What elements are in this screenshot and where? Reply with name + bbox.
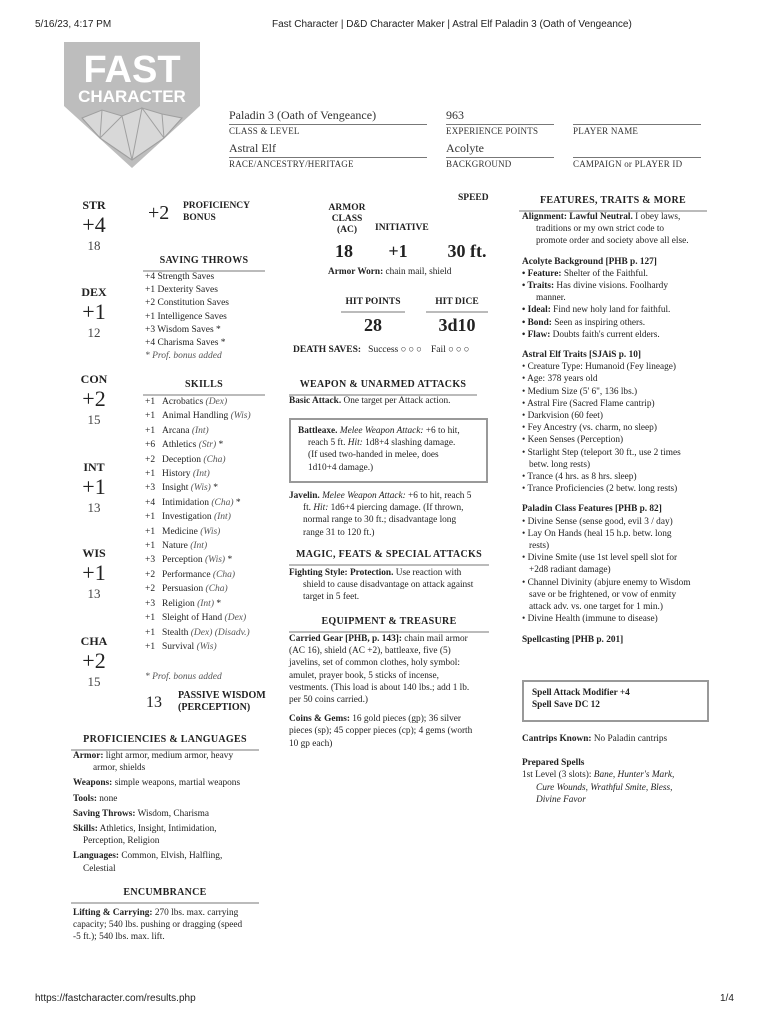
saving-throw-item: +4 Charisma Saves * — [145, 338, 226, 349]
campaign-field — [573, 140, 701, 170]
skill-ability: (Int) — [197, 598, 214, 609]
spell-save-dc: Spell Save DC 12 — [532, 700, 600, 711]
alignment-text-1: I obey laws, — [635, 212, 681, 222]
fighting-style-text-3: target in 5 feet. — [303, 592, 360, 603]
skill-row — [145, 409, 275, 423]
prof-armor-text-2: armor, shields — [93, 763, 146, 774]
javelin-damage: 1d6+4 piercing damage. (If thrown, — [330, 503, 464, 514]
encumbrance-block — [73, 907, 268, 944]
print-datetime: 5/16/23, 4:17 PM — [35, 19, 112, 30]
skill-row — [145, 481, 275, 495]
skill-name: Acrobatics — [162, 397, 204, 407]
skill-modifier: +1 — [145, 641, 156, 652]
acolyte-item-text: Has divine visions. Foolhardy — [556, 281, 668, 292]
proficiency-label-line1: PROFICIENCY — [183, 201, 251, 211]
javelin-reach: ft. — [303, 503, 312, 514]
battleaxe-hit: +6 to hit, — [425, 426, 460, 436]
cantrips-text: No Paladin cantrips — [593, 734, 668, 744]
player-name-label: PLAYER NAME — [573, 126, 639, 136]
skill-ability: (Int) — [192, 469, 210, 480]
spell-attack-modifier: Spell Attack Modifier +4 — [532, 688, 630, 698]
logo-text-character: CHARACTER — [78, 87, 186, 106]
skill-modifier: +1 — [145, 469, 156, 480]
skills-list — [145, 395, 275, 654]
death-saves-label: DEATH SAVES: — [293, 345, 362, 355]
coins-text-1: 16 gold pieces (gp); 36 silver — [352, 714, 461, 725]
death-fail-circles[interactable]: ○○○ — [448, 345, 472, 355]
skill-row — [145, 525, 275, 539]
paladin-feature-item: • Divine Smite (use 1st level spell slot for — [522, 553, 678, 564]
paladin-feature-item: • Lay On Hands (heal 15 h.p. betw. long — [522, 528, 672, 539]
fighting-style-text-1: Use reaction with — [395, 568, 462, 578]
prof-weapons-text: simple weapons, martial weapons — [114, 778, 241, 789]
ability-modifier: +4 — [82, 212, 106, 238]
ability-dex — [74, 284, 114, 342]
armor-worn-text: chain mail, shield — [385, 267, 452, 277]
battleaxe-reach: reach 5 ft. — [308, 438, 346, 449]
skill-modifier: +4 — [145, 497, 156, 508]
skill-name: Intimidation — [162, 497, 209, 508]
prepared-spells-title: Prepared Spells — [522, 758, 585, 769]
weapons-title: WEAPON & UNARMED ATTACKS — [289, 378, 477, 396]
skill-ability: (Wis) — [196, 641, 217, 652]
skill-row — [145, 453, 275, 467]
prof-saves-text: Wisdom, Charisma — [137, 808, 210, 819]
basic-attack-label: Basic Attack. — [289, 396, 342, 406]
hit-dice-value: 3d10 — [438, 315, 476, 335]
skill-modifier: +1 — [145, 512, 156, 523]
proficiency-bonus-label — [183, 200, 250, 224]
magic-title: MAGIC, FEATS & SPECIAL ATTACKS — [289, 548, 489, 566]
ability-modifier: +2 — [82, 648, 106, 674]
skill-modifier: +1 — [145, 627, 156, 638]
xp-value: 963 — [446, 108, 464, 122]
initiative-label: INITIATIVE — [375, 223, 429, 233]
skills-note: * Prof. bonus added — [145, 672, 222, 682]
skill-row — [145, 626, 275, 640]
prof-weapons-label: Weapons: — [73, 778, 113, 789]
fighting-style-text-2: shield to cause disadvantage on attack against — [303, 580, 474, 591]
skill-name: Stealth — [162, 627, 189, 638]
paladin-feature-item: • Channel Divinity (abjure enemy to Wisdom — [522, 577, 691, 588]
gear-text-3: javelins, set of common clothes, holy symbol: — [289, 658, 460, 669]
elf-trait-item: • Trance (4 hrs. as 8 hrs. sleep) — [522, 472, 637, 483]
acolyte-item-text: Seen as inspiring others. — [554, 317, 646, 328]
encumbrance-text-2: capacity; 540 lbs. pushing or dragging (speed — [73, 920, 243, 931]
skill-modifier: +2 — [145, 569, 156, 580]
skill-row — [145, 496, 275, 510]
javelin-name: Javelin. — [289, 491, 320, 501]
prepared-spells-level: 1st Level (3 slots): — [522, 770, 592, 781]
skill-row — [145, 611, 275, 625]
skill-row — [145, 640, 275, 654]
elf-trait-item: • Fey Ancestry (vs. charm, no sleep) — [522, 423, 657, 434]
prof-languages-text-2: Celestial — [83, 863, 116, 874]
battleaxe-type: Melee Weapon Attack: — [339, 426, 424, 436]
proficiencies-block — [73, 750, 265, 875]
xp-field — [446, 107, 554, 137]
alignment-text-3: promote order and society above all else. — [536, 236, 689, 247]
race-field — [229, 140, 427, 170]
acolyte-item — [522, 304, 722, 316]
class-level-label: CLASS & LEVEL — [229, 126, 300, 137]
javelin-hit-label: Hit: — [313, 503, 329, 514]
ability-modifier: +1 — [82, 560, 106, 586]
skill-name: Athletics — [162, 440, 197, 451]
acolyte-item-text: Doubts faith's current elders. — [552, 329, 660, 340]
basic-attack-text: One target per Attack action. — [343, 396, 451, 406]
prof-tools-text: none — [99, 793, 118, 804]
skill-modifier: +3 — [145, 598, 156, 609]
prof-saves — [73, 808, 265, 820]
skill-ability: (Cha) — [203, 454, 226, 465]
ability-name: WIS — [82, 546, 106, 560]
ability-str — [74, 197, 114, 255]
skill-row — [145, 438, 275, 452]
armor-worn — [328, 266, 451, 278]
elf-trait-item: • Creature Type: Humanoid (Fey lineage) — [522, 362, 676, 373]
prof-tools — [73, 793, 265, 805]
ability-score: 15 — [87, 674, 101, 690]
print-title: Fast Character | D&D Character Maker | Astral Elf Paladin 3 (Oath of Vengeance) — [272, 19, 632, 30]
encumbrance-text-1: 270 lbs. max. carrying — [154, 908, 239, 918]
equipment-block — [289, 633, 494, 750]
death-fail-label: Fail — [430, 345, 446, 355]
javelin-note-2: range 31 to 120 ft.) — [303, 527, 375, 538]
skill-name: Perception — [162, 555, 203, 566]
passive-label-line2: (PERCEPTION) — [178, 702, 251, 713]
acolyte-item-text: manner. — [536, 293, 566, 304]
skill-ability: (Int) — [190, 541, 208, 552]
acolyte-item-text: Find new holy land for faithful. — [553, 305, 671, 316]
prepared-spells-text-3: Divine Favor — [536, 794, 586, 805]
skill-ability: (Cha) — [205, 584, 228, 595]
paladin-features-list — [522, 516, 722, 626]
race-value: Astral Elf — [229, 141, 276, 155]
proficiencies-title: PROFICIENCIES & LANGUAGES — [71, 733, 259, 751]
skill-row — [145, 424, 275, 438]
skill-row — [145, 539, 275, 553]
logo-text-fast: FAST — [83, 49, 181, 91]
death-saves — [293, 344, 471, 357]
skill-name: Investigation — [162, 512, 212, 523]
armor-class-label — [326, 203, 368, 236]
coins-text-3: 10 gp each) — [289, 738, 333, 749]
ac-label-line2: CLASS — [331, 214, 363, 224]
skill-modifier: +2 — [145, 454, 156, 465]
skill-name: Insight — [162, 483, 189, 494]
fighting-style-label: Fighting Style: Protection. — [289, 568, 394, 578]
paladin-feature-item: +2d8 radiant damage) — [522, 565, 611, 576]
prof-languages — [73, 850, 265, 874]
skill-ability: (Dex) (Disadv.) — [190, 627, 250, 638]
gear-text-4: amulet, prayer book, 5 sticks of incense, — [289, 670, 439, 681]
ability-score: 13 — [87, 586, 101, 602]
skill-ability: (Str) — [198, 440, 217, 451]
spellcasting-title: Spellcasting [PHB p. 201] — [522, 634, 624, 645]
skill-proficient-marker: * — [235, 497, 241, 508]
print-page-number: 1/4 — [720, 993, 734, 1004]
skill-row — [145, 568, 275, 582]
cantrips-label: Cantrips Known: — [522, 734, 592, 744]
acolyte-list — [522, 268, 722, 341]
javelin-type: Melee Weapon Attack: — [322, 491, 406, 501]
class-level-field — [229, 107, 427, 137]
prof-skills — [73, 823, 265, 847]
skills-title: SKILLS — [143, 378, 265, 396]
skill-row — [145, 467, 275, 481]
ability-con — [74, 371, 114, 429]
skill-row — [145, 597, 275, 611]
paladin-feature-item: save or be frightened, or vow of enmity — [522, 589, 677, 600]
prof-armor — [73, 750, 265, 774]
ability-modifier: +2 — [82, 386, 106, 412]
ac-label-line1: ARMOR — [328, 203, 366, 213]
skill-ability: (Wis) — [205, 555, 226, 566]
skill-ability: (Dex) — [205, 397, 228, 407]
passive-label-line1: PASSIVE WISDOM — [178, 690, 266, 701]
skill-proficient-marker: * — [213, 483, 218, 494]
death-success-circles[interactable]: ○○○ — [400, 345, 424, 355]
ability-score: 15 — [87, 412, 101, 428]
fast-character-logo — [64, 42, 200, 168]
acolyte-item — [522, 317, 722, 329]
acolyte-item — [522, 280, 722, 292]
prof-armor-text: light armor, medium armor, heavy — [105, 751, 234, 761]
elf-trait-item: • Darkvision (60 feet) — [522, 411, 603, 422]
skill-name: Survival — [162, 641, 195, 652]
armor-worn-label: Armor Worn: — [328, 267, 384, 277]
saving-throws-list — [145, 271, 270, 363]
skill-modifier: +2 — [145, 584, 156, 595]
encumbrance-title: ENCUMBRANCE — [71, 886, 259, 904]
acolyte-item-text: Shelter of the Faithful. — [563, 268, 648, 279]
player-name-field — [573, 107, 701, 137]
encumbrance-label: Lifting & Carrying: — [73, 908, 153, 918]
skill-modifier: +3 — [145, 555, 156, 566]
saving-throw-item: +4 Strength Saves — [145, 272, 215, 282]
xp-label: EXPERIENCE POINTS — [446, 126, 539, 137]
skill-modifier: +1 — [145, 526, 156, 537]
skill-modifier: +1 — [145, 541, 156, 552]
ability-cha — [74, 633, 114, 691]
paladin-feature-item: • Divine Sense (sense good, evil 3 / day) — [522, 516, 673, 527]
prof-tools-label: Tools: — [73, 793, 97, 804]
skill-row — [145, 510, 275, 524]
skill-modifier: +6 — [145, 440, 156, 451]
battleaxe-name: Battleaxe. — [298, 426, 338, 436]
ability-score: 12 — [87, 325, 101, 341]
javelin-hit: +6 to hit, reach 5 — [408, 491, 472, 501]
prof-skills-text: Athletics, Insight, Intimidation, — [99, 824, 217, 835]
race-label: RACE/ANCESTRY/HERITAGE — [229, 159, 354, 170]
skill-name: Arcana — [162, 425, 190, 436]
magic-block — [289, 567, 494, 604]
skill-ability: (Int) — [191, 425, 209, 436]
saving-throws-note: * Prof. bonus added — [145, 351, 222, 362]
prof-saves-label: Saving Throws: — [73, 808, 136, 819]
equipment-title: EQUIPMENT & TREASURE — [289, 615, 489, 633]
coins-label: Coins & Gems: — [289, 714, 350, 725]
skill-name: Persuasion — [162, 584, 204, 595]
skill-name: Animal Handling — [162, 411, 229, 422]
skill-ability: (Wis) — [190, 483, 211, 494]
skill-proficient-marker: * — [218, 440, 224, 451]
saving-throw-item: +1 Dexterity Saves — [145, 285, 218, 296]
elf-traits-title: Astral Elf Traits [SJAiS p. 10] — [522, 350, 641, 361]
skill-name: Sleight of Hand — [162, 613, 223, 624]
acolyte-item-label: • Traits: — [522, 281, 555, 292]
death-success-label: Success — [368, 345, 399, 355]
background-label: BACKGROUND — [446, 159, 512, 170]
elf-trait-item: • Keen Senses (Perception) — [522, 435, 624, 446]
skill-proficient-marker: * — [216, 598, 222, 609]
ability-modifier: +1 — [82, 474, 106, 500]
hit-dice-label: HIT DICE — [426, 296, 488, 313]
ability-name: DEX — [81, 285, 107, 299]
javelin-note-1: normal range to 30 ft.; disadvantage long — [303, 515, 457, 526]
ability-name: CON — [80, 372, 108, 386]
alignment-text-2: traditions or my own strict code to — [536, 224, 665, 235]
encumbrance-text-3: -5 ft.); 540 lbs. max. lift. — [73, 932, 165, 943]
coins-text-2: pieces (sp); 45 copper pieces (cp); 4 gems (worth — [289, 726, 473, 737]
print-url: https://fastcharacter.com/results.php — [35, 993, 196, 1004]
skill-row — [145, 553, 275, 567]
ability-name: STR — [82, 198, 106, 212]
ability-modifier: +1 — [82, 299, 106, 325]
skill-ability: (Cha) — [211, 497, 234, 508]
elf-trait-item: • Starlight Step (teleport 30 ft., use 2 times — [522, 447, 681, 458]
skill-modifier: +1 — [145, 411, 156, 422]
skill-proficient-marker: * — [227, 555, 233, 566]
background-value: Acolyte — [446, 141, 484, 155]
acolyte-item — [522, 292, 722, 304]
acolyte-title: Acolyte Background [PHB p. 127] — [522, 256, 657, 267]
elf-trait-item: • Medium Size (5' 6", 136 lbs.) — [522, 386, 638, 397]
elf-trait-item: betw. long rests) — [522, 459, 591, 470]
acolyte-item — [522, 329, 722, 341]
basic-attack — [289, 395, 450, 407]
elf-trait-item: • Age: 378 years old — [522, 374, 598, 385]
skill-row — [145, 582, 275, 596]
ability-name: CHA — [80, 634, 108, 648]
prof-languages-label: Languages: — [73, 851, 119, 862]
battleaxe-hit-label: Hit: — [347, 438, 363, 449]
prepared-spells-text-2: Cure Wounds, Wrathful Smite, Bless, — [536, 782, 673, 793]
passive-wisdom-value: 13 — [146, 694, 162, 711]
battleaxe-note-1: (If used two-handed in melee, does — [308, 450, 439, 461]
skill-name: History — [162, 469, 191, 480]
acolyte-item-label: • Flaw: — [522, 329, 551, 340]
prof-skills-label: Skills: — [73, 824, 98, 835]
spell-stats-box — [522, 680, 709, 722]
skill-ability: (Dex) — [224, 613, 247, 624]
prepared-spells-text-1: Bane, Hunter's Mark, — [593, 770, 675, 781]
skill-ability: (Wis) — [230, 411, 251, 422]
passive-wisdom-label — [178, 690, 266, 714]
class-level-value: Paladin 3 (Oath of Vengeance) — [229, 108, 377, 122]
gear-text-2: (AC 16), shield (AC +2), battleaxe, five (5) — [289, 646, 451, 657]
skill-name: Medicine — [162, 526, 198, 537]
ability-wis — [74, 545, 114, 603]
ability-score: 13 — [87, 500, 101, 516]
skill-ability: (Int) — [213, 512, 231, 523]
prof-skills-text-2: Perception, Religion — [83, 836, 160, 847]
prof-armor-label: Armor: — [73, 751, 104, 761]
elf-trait-item: • Trance Proficiencies (2 betw. long rests) — [522, 484, 678, 495]
saving-throw-item: +2 Constitution Saves — [145, 298, 230, 309]
paladin-feature-item: rests) — [522, 541, 550, 552]
skill-name: Performance — [162, 569, 211, 580]
background-field — [446, 140, 554, 170]
features-title: FEATURES, TRAITS & MORE — [519, 194, 707, 212]
elf-traits-list — [522, 361, 722, 495]
hit-points-value: 28 — [364, 315, 382, 335]
skill-modifier: +3 — [145, 483, 156, 494]
battleaxe-note-2: 1d10+4 damage.) — [308, 462, 374, 473]
ability-name: INT — [83, 460, 105, 474]
gear-text-6: per 50 coins carried.) — [289, 695, 368, 706]
saving-throw-item: +1 Intelligence Saves — [145, 311, 227, 322]
skill-name: Deception — [162, 454, 202, 465]
skill-modifier: +1 — [145, 425, 156, 436]
acolyte-item — [522, 268, 722, 280]
spells-block — [522, 733, 722, 806]
armor-class-value: 18 — [335, 241, 353, 261]
speed-value: 30 ft. — [447, 241, 487, 261]
battleaxe-damage: 1d8+4 slashing damage. — [365, 438, 456, 449]
paladin-feature-item: • Divine Health (immune to disease) — [522, 614, 658, 625]
elf-trait-item: • Astral Fire (Sacred Flame cantrip) — [522, 398, 655, 409]
hit-points-label: HIT POINTS — [341, 296, 405, 313]
gear-text-5: vestments. (This load is about 140 lbs.; add 1 lb. — [289, 682, 470, 693]
acolyte-item-label: • Feature: — [522, 268, 562, 279]
skill-name: Nature — [162, 541, 188, 552]
skill-ability: (Wis) — [200, 526, 221, 537]
gear-label: Carried Gear [PHB, p. 143]: — [289, 634, 402, 644]
saving-throws-title: SAVING THROWS — [143, 254, 265, 272]
prof-weapons — [73, 777, 265, 789]
proficiency-bonus-value: +2 — [148, 202, 170, 224]
acolyte-item-label: • Ideal: — [522, 305, 551, 316]
saving-throw-item: +3 Wisdom Saves * — [145, 324, 221, 335]
skill-modifier: +1 — [145, 397, 156, 407]
ac-label-line3: (AC) — [336, 225, 358, 235]
gear-text-1: chain mail armor — [404, 634, 468, 644]
skill-row — [145, 395, 275, 409]
javelin-block — [289, 490, 489, 539]
proficiency-label-line2: BONUS — [183, 213, 216, 223]
skill-modifier: +1 — [145, 613, 156, 624]
ability-int — [74, 459, 114, 517]
ability-score: 18 — [87, 238, 101, 254]
speed-label: SPEED — [458, 193, 489, 203]
battleaxe-box — [289, 418, 488, 483]
prof-languages-text: Common, Elvish, Halfling, — [121, 851, 223, 862]
skill-ability: (Cha) — [212, 569, 236, 580]
paladin-features-title: Paladin Class Features [PHB p. 82] — [522, 504, 662, 515]
acolyte-item-label: • Bond: — [522, 317, 552, 328]
campaign-label: CAMPAIGN or PLAYER ID — [573, 159, 683, 169]
features-block — [522, 211, 722, 646]
alignment-label: Alignment: Lawful Neutral. — [522, 212, 633, 222]
initiative-value: +1 — [388, 241, 408, 261]
skill-name: Religion — [162, 598, 195, 609]
paladin-feature-item: attack adv. vs. one target for 1 min.) — [522, 602, 663, 613]
